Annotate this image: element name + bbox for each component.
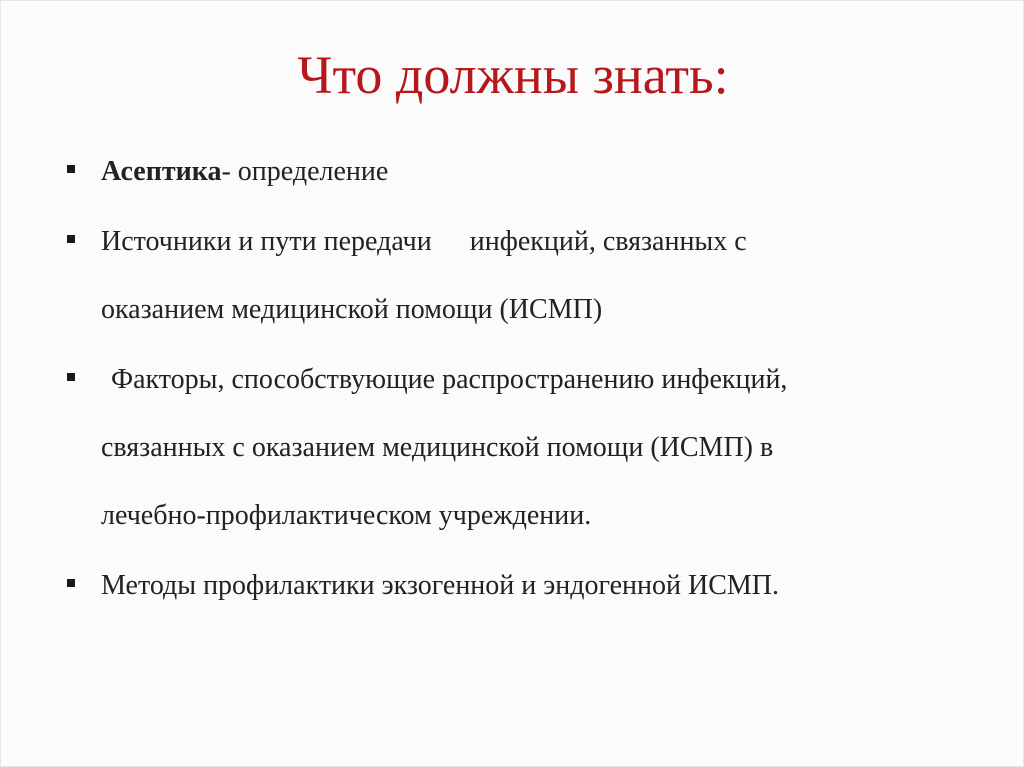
bullet-line: оказанием медицинской помощи (ИСМП) <box>101 294 603 325</box>
square-bullet-icon <box>67 235 75 243</box>
sources-text-b: инфекций, связанных с <box>469 226 747 257</box>
bullet-line: связанных с оказанием медицинской помощи (ИСМП) в <box>101 432 774 463</box>
bullet-item-asepsis <box>67 138 967 206</box>
bullet-line: Методы профилактики экзогенной и эндогенной ИСМП. <box>101 570 780 601</box>
square-bullet-icon <box>67 373 75 381</box>
bullet-item-sources <box>67 208 967 344</box>
sources-text-a: Источники и пути передачи <box>101 226 432 257</box>
bullet-line <box>101 208 967 276</box>
square-bullet-icon <box>67 165 75 173</box>
bullet-line: Факторы, способствующие распространению инфекций, <box>111 364 788 395</box>
bullet-list <box>67 138 967 622</box>
bullet-item-factors <box>67 346 967 550</box>
bullet-line <box>101 138 967 206</box>
bullet-line: лечебно-профилактическом учреждении. <box>101 500 592 531</box>
term-asepsis: Асептика <box>101 156 222 187</box>
term-definition: - определение <box>221 156 389 187</box>
slide-title: Что должны знать: <box>297 45 729 105</box>
bullet-item-methods <box>67 552 967 620</box>
square-bullet-icon <box>67 579 75 587</box>
